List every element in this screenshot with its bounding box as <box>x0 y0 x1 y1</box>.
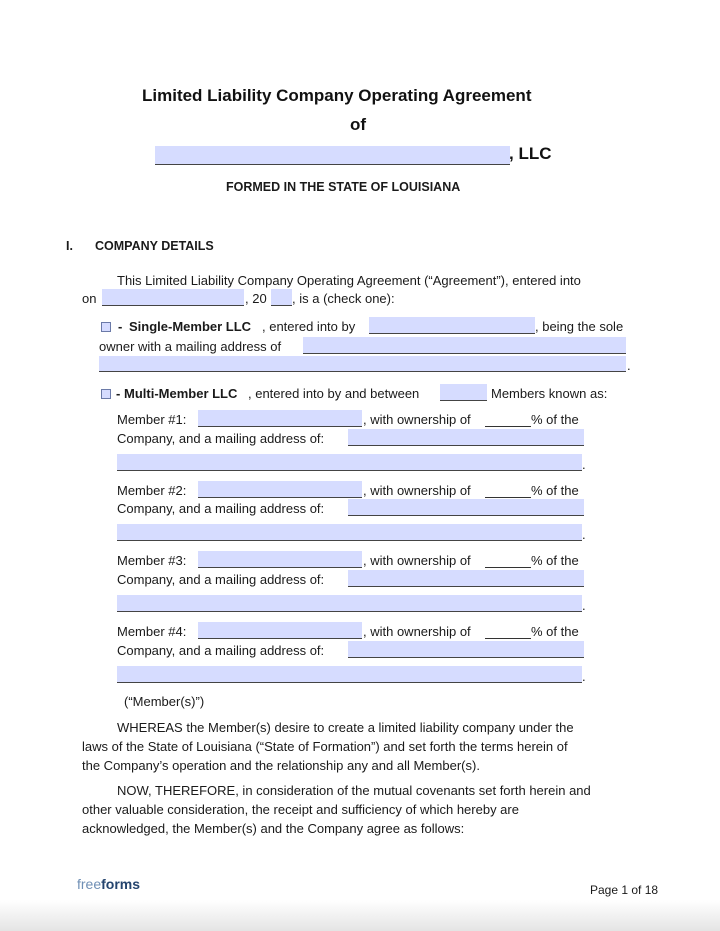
whereas-line-3: the Company’s operation and the relationship any and all Member(s). <box>82 758 480 773</box>
member-3-period: . <box>582 598 586 613</box>
title-of: of <box>350 115 367 134</box>
member-1-ownership-field[interactable] <box>485 410 531 427</box>
page-number: Page 1 of 18 <box>590 883 659 897</box>
single-member-entered-by: , entered into by <box>262 319 356 334</box>
member-3-ownership-field[interactable] <box>485 551 531 568</box>
member-2-name-field[interactable] <box>198 481 362 498</box>
member-4-name-field[interactable] <box>198 622 362 639</box>
freeforms-logo <box>77 876 140 892</box>
multi-member-checkbox[interactable] <box>101 389 111 399</box>
members-note: (“Member(s)”) <box>124 694 205 709</box>
member-3-label: Member #3: <box>117 553 187 568</box>
member-1-address-text: Company, and a mailing address of: <box>117 431 325 446</box>
multi-member-dash: - <box>116 386 121 401</box>
whereas-line-1: WHEREAS the Member(s) desire to create a limited liability company under the <box>117 720 574 735</box>
single-member-label: Single-Member LLC <box>129 319 252 334</box>
member-4-pct-text: % of the <box>531 624 579 639</box>
multi-member-entered-by: , entered into by and between <box>248 386 420 401</box>
intro-year-prefix: , 20 <box>245 291 267 306</box>
member-2-label: Member #2: <box>117 483 187 498</box>
single-member-address-field-1[interactable] <box>303 337 626 354</box>
member-3-address-text: Company, and a mailing address of: <box>117 572 325 587</box>
member-3-address-field-2[interactable] <box>117 595 582 612</box>
member-3-address-field-1[interactable] <box>348 570 584 587</box>
agreement-year-field[interactable] <box>271 289 292 306</box>
member-2-address-field-2[interactable] <box>117 524 582 541</box>
member-2-ownership-text: , with ownership of <box>363 483 471 498</box>
logo-free: free <box>77 876 102 892</box>
whereas-line-2: laws of the State of Louisiana (“State of Formation”) and set forth the terms herein of <box>82 739 568 754</box>
agreement-date-field[interactable] <box>102 289 244 306</box>
member-2-address-text: Company, and a mailing address of: <box>117 501 325 516</box>
single-member-address-field-2[interactable] <box>99 356 626 372</box>
member-1-name-field[interactable] <box>198 410 362 427</box>
intro-line-1: This Limited Liability Company Operating Agreement (“Agreement”), entered into <box>117 273 581 288</box>
member-1-address-field-1[interactable] <box>348 429 584 446</box>
member-1-ownership-text: , with ownership of <box>363 412 471 427</box>
member-4-address-field-2[interactable] <box>117 666 582 683</box>
member-1-pct-text: % of the <box>531 412 579 427</box>
company-name-field[interactable] <box>155 146 510 165</box>
member-count-field[interactable] <box>440 384 487 401</box>
single-member-dash: - <box>118 319 123 334</box>
formed-state-heading: FORMED IN THE STATE OF LOUISIANA <box>226 180 461 194</box>
member-1-address-field-2[interactable] <box>117 454 582 471</box>
single-member-sole: , being the sole <box>535 319 624 334</box>
member-1-period: . <box>582 457 586 472</box>
page-bottom-shadow <box>0 900 720 931</box>
llc-suffix: , LLC <box>509 144 552 163</box>
single-member-owner-text: owner with a mailing address of <box>99 339 282 354</box>
multi-member-label: Multi-Member LLC <box>124 386 238 401</box>
member-4-address-text: Company, and a mailing address of: <box>117 643 325 658</box>
therefore-line-3: acknowledged, the Member(s) and the Company agree as follows: <box>82 821 465 836</box>
member-2-period: . <box>582 527 586 542</box>
member-4-address-field-1[interactable] <box>348 641 584 658</box>
member-4-ownership-text: , with ownership of <box>363 624 471 639</box>
member-1-label: Member #1: <box>117 412 187 427</box>
member-3-pct-text: % of the <box>531 553 579 568</box>
member-3-name-field[interactable] <box>198 551 362 568</box>
multi-member-known-as: Members known as: <box>491 386 608 401</box>
member-4-label: Member #4: <box>117 624 187 639</box>
intro-on: on <box>82 291 97 306</box>
therefore-line-2: other valuable consideration, the receipt and sufficiency of which hereby are <box>82 802 519 817</box>
therefore-line-1: NOW, THEREFORE, in consideration of the mutual covenants set forth herein and <box>117 783 591 798</box>
member-4-ownership-field[interactable] <box>485 622 531 639</box>
intro-check-one: , is a (check one): <box>292 291 395 306</box>
section-number: I. <box>66 239 73 253</box>
logo-forms: forms <box>101 876 141 892</box>
member-2-address-field-1[interactable] <box>348 499 584 516</box>
single-member-checkbox[interactable] <box>101 322 111 332</box>
document-title: Limited Liability Company Operating Agreement <box>142 86 532 105</box>
single-member-name-field[interactable] <box>369 317 535 334</box>
member-2-pct-text: % of the <box>531 483 579 498</box>
member-4-period: . <box>582 669 586 684</box>
member-3-ownership-text: , with ownership of <box>363 553 471 568</box>
section-heading: COMPANY DETAILS <box>95 239 214 253</box>
single-member-period: . <box>627 358 631 373</box>
member-2-ownership-field[interactable] <box>485 481 531 498</box>
